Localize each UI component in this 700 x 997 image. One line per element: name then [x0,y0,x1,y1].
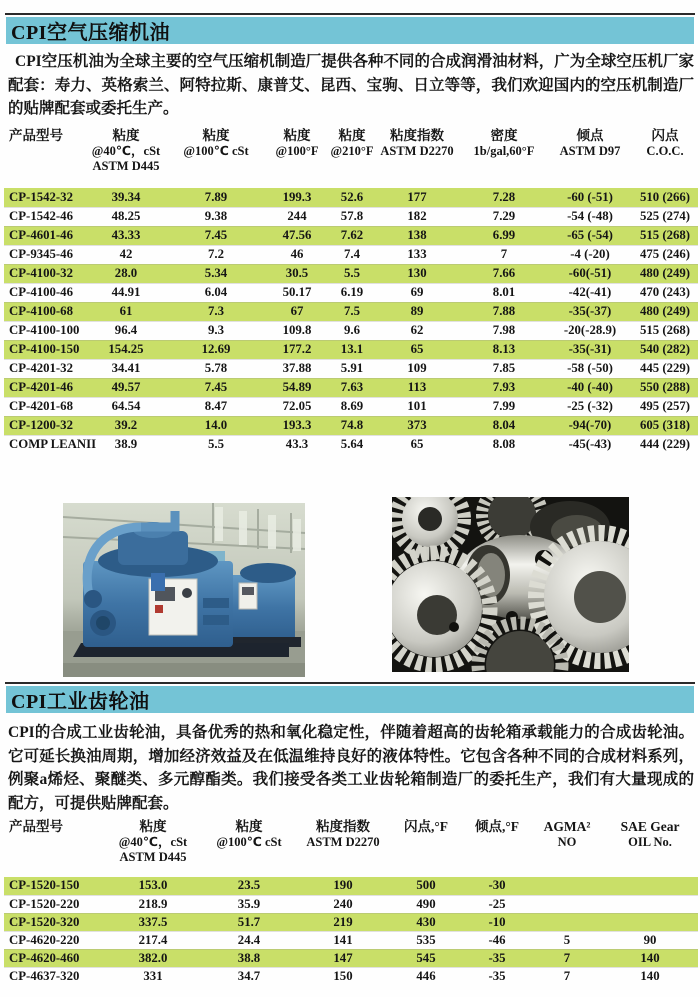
product-model-cell: CP-4601-46 [9,228,73,242]
table-row [4,245,698,264]
column-title: 粘度 [139,819,167,834]
value-cell: 190 [333,878,353,893]
column-header [632,127,698,188]
value-cell: 6.04 [204,285,228,299]
column-header [264,127,330,188]
column-header [4,127,84,188]
section-header-gear-oil [6,686,694,713]
column-subtitle: ASTM D2270 [380,144,454,158]
product-model-cell: CP-4100-150 [9,342,80,356]
value-cell: 52.6 [340,189,364,204]
value-cell: 193.3 [282,418,312,432]
column-title: 粘度指数 [390,128,444,143]
value-cell: 7.29 [492,209,516,223]
value-cell: 382.0 [138,950,168,965]
product-model-cell: CP-1200-32 [9,418,73,432]
value-cell: 54.89 [282,380,312,394]
value-cell: 515 (268) [639,228,691,242]
value-cell: 50.17 [282,285,312,299]
product-model-cell: CP-4100-32 [9,266,73,280]
column-title: 密度 [490,128,518,143]
column-title: 产品型号 [9,819,63,834]
value-cell: 199.3 [282,189,312,204]
value-cell: 5.34 [204,266,228,280]
column-subtitle: @100°F [275,144,319,158]
value-cell: 605 (318) [639,418,691,432]
product-model-cell: CP-4201-68 [9,399,73,413]
table-row [4,302,698,321]
value-cell: 7.2 [208,247,224,261]
table-row [4,264,698,283]
value-cell: -4 (-20) [570,247,610,261]
value-cell: 130 [407,266,427,280]
value-cell: 7 [563,950,571,965]
value-cell: 5.5 [344,266,360,280]
column-header [104,818,202,877]
table-row [4,378,698,397]
value-cell [532,895,602,913]
value-cell: 480 (249) [639,266,691,280]
value-cell: 470 (243) [639,285,691,299]
table-row [4,949,698,967]
value-cell [602,895,698,913]
value-cell: 47.56 [282,228,312,242]
value-cell: 7.85 [492,361,516,375]
value-cell: 9.6 [344,323,360,337]
column-title: 粘度 [202,128,230,143]
value-cell: 7.88 [492,304,516,318]
value-cell: 138 [407,228,427,242]
table-row [4,188,698,207]
product-model-cell: CP-1520-150 [9,878,80,893]
value-cell: 28.0 [114,266,138,280]
column-title: AGMA² [543,819,591,834]
table-row [4,931,698,949]
value-cell: 7.93 [492,380,516,394]
column-title: 粘度 [112,128,140,143]
value-cell: 49.57 [111,380,141,394]
value-cell: 109 [407,361,427,375]
value-cell: 177 [407,189,427,204]
value-cell: 24.4 [237,932,261,947]
product-model-cell: CP-4620-220 [9,932,80,947]
value-cell: 64.54 [111,399,141,413]
column-header [548,127,632,188]
value-cell: 7 [563,968,571,983]
value-cell: 39.2 [114,418,138,432]
column-title: 产品型号 [9,128,63,143]
value-cell: 5 [563,932,571,947]
column-title: 粘度指数 [316,819,370,834]
value-cell: 240 [333,896,353,911]
value-cell: -60(-51) [568,266,612,280]
product-model-cell: CP-1520-220 [9,896,80,911]
product-model-cell: CP-9345-46 [9,247,73,261]
table-row [4,397,698,416]
value-cell: 218.9 [138,896,168,911]
table-row [4,340,698,359]
value-cell: 8.01 [492,285,516,299]
header-row [4,818,698,877]
value-cell: -25 (-32) [567,399,613,413]
column-title: 粘度 [235,819,263,834]
value-cell: 515 (268) [639,323,691,337]
value-cell: 44.91 [111,285,141,299]
table-row [4,226,698,245]
industrial-gears-photo [392,497,629,672]
value-cell: 445 (229) [639,361,691,375]
header-row [4,127,698,188]
column-subtitle: NO [557,835,577,849]
product-model-cell: CP-4637-320 [9,968,80,983]
product-model-cell: CP-1542-32 [9,189,73,204]
value-cell: 13.1 [340,342,364,356]
table-row [4,435,698,454]
value-cell: 65 [410,342,424,356]
column-subtitle: OIL No. [628,835,672,849]
value-cell: -20(-28.9) [563,323,617,337]
value-cell: 525 (274) [639,209,691,223]
value-cell: 147 [333,950,353,965]
column-header [374,127,460,188]
value-cell: 5.78 [204,361,228,375]
section-header-compressor-oil [6,17,694,44]
value-cell: 535 [416,932,436,947]
value-cell: 72.05 [282,399,312,413]
product-model-cell: CP-1542-46 [9,209,73,223]
table-row [4,967,698,985]
column-subtitle: ASTM D445 [119,850,187,864]
column-subtitle: ASTM D445 [92,159,160,173]
value-cell: 69 [410,285,424,299]
table-row [4,416,698,435]
product-model-cell: CP-4100-68 [9,304,73,318]
value-cell: 14.0 [204,418,228,432]
value-cell: 8.04 [492,418,516,432]
product-model-cell: CP-4100-100 [9,323,80,337]
value-cell: 140 [640,968,660,983]
value-cell: 7 [500,247,508,261]
value-cell: 9.3 [208,323,224,337]
value-cell: 6.19 [340,285,364,299]
table-row [4,207,698,226]
value-cell: 9.38 [204,209,228,223]
column-subtitle: 1b/gal,60°F [473,144,535,158]
value-cell: 510 (266) [639,189,691,204]
value-cell: -40 (-40) [567,380,613,394]
value-cell: -30 [488,878,506,893]
compressor-oil-spec-table [4,127,698,454]
table-body [4,188,698,454]
table-row [4,877,698,895]
value-cell: -35 [488,968,506,983]
value-cell: 7.66 [492,266,516,280]
value-cell: 7.4 [344,247,360,261]
column-header [460,127,548,188]
value-cell: 5.5 [208,437,224,452]
table-row [4,283,698,302]
value-cell: 7.89 [204,189,228,204]
value-cell: -45(-43) [568,437,612,452]
value-cell: 141 [333,932,353,947]
value-cell: 7.28 [492,189,516,204]
column-subtitle: ASTM D97 [559,144,621,158]
gear-oil-spec-table [4,818,698,985]
value-cell: 8.69 [340,399,364,413]
value-cell: 430 [416,914,436,929]
product-model-cell: CP-4201-32 [9,361,73,375]
column-title: 闪点 [651,128,679,143]
column-header [84,127,168,188]
value-cell: 5.91 [340,361,364,375]
value-cell [602,913,698,931]
product-model-cell: COMP LEANII [9,437,97,452]
column-subtitle: ASTM D2270 [306,835,380,849]
value-cell: 8.13 [492,342,516,356]
value-cell: 444 (229) [639,437,691,452]
value-cell: 42 [119,247,133,261]
value-cell: 96.4 [114,323,138,337]
value-cell: 7.5 [344,304,360,318]
table-row [4,913,698,931]
value-cell: 244 [287,209,307,223]
value-cell: 74.8 [340,418,364,432]
value-cell: 500 [416,878,436,893]
column-title: 倾点,°F [474,819,520,834]
product-model-cell: CP-4100-46 [9,285,73,299]
value-cell: 61 [119,304,133,318]
value-cell: -35(-37) [568,304,612,318]
value-cell: 12.69 [201,342,231,356]
value-cell: -25 [488,896,506,911]
section-title: CPI空气压缩机油 [11,22,170,44]
gear-intro-paragraph: CPI的合成工业齿轮油，具备优秀的热和氧化稳定性，伴随着超高的齿轮箱承载能力的合成齿轮油。它可延长换油周期，增加经济效益及在低温维持良好的液体特性。它包含各种不同的合成材料系列，例聚a烯烃、聚醚类、多元醇酯类。我们接受各类工业齿轮箱制造厂的委托生产，我们有大量现成的配方，可提供贴牌配套。 [8,724,694,812]
value-cell: 7.3 [208,304,224,318]
value-cell: 150 [333,968,353,983]
value-cell: 446 [416,968,436,983]
section-title: CPI工业齿轮油 [11,691,150,713]
value-cell: -10 [488,914,506,929]
column-title: 粘度 [338,128,366,143]
value-cell: -54 (-48) [567,209,613,223]
value-cell: -58 (-50) [567,361,613,375]
value-cell: 46 [290,247,304,261]
value-cell: 140 [640,950,660,965]
value-cell: 337.5 [138,914,168,929]
column-header [330,127,374,188]
value-cell: 7.45 [204,380,228,394]
value-cell: 38.8 [237,950,261,965]
value-cell: 540 (282) [639,342,691,356]
value-cell: 545 [416,950,436,965]
column-title: 粘度 [283,128,311,143]
value-cell: 219 [333,914,353,929]
column-header [390,818,462,877]
value-cell: -42(-41) [568,285,612,299]
value-cell: 7.62 [340,228,364,242]
value-cell: 43.3 [285,437,309,452]
value-cell: 51.7 [237,914,261,929]
value-cell: 57.8 [340,209,364,223]
column-header [168,127,264,188]
value-cell: 89 [410,304,424,318]
product-model-cell: CP-1520-320 [9,914,80,929]
value-cell: 495 (257) [639,399,691,413]
value-cell: 182 [407,209,427,223]
value-cell: -94(-70) [568,418,612,432]
value-cell: -60 (-51) [567,189,613,204]
divider-line [5,682,695,684]
column-subtitle: @40℃，cSt [118,835,188,849]
value-cell: 7.63 [340,380,364,394]
product-model-cell: CP-4201-46 [9,380,73,394]
value-cell: 6.99 [492,228,516,242]
value-cell: 373 [407,418,427,432]
value-cell: 7.98 [492,323,516,337]
value-cell: 35.9 [237,896,261,911]
value-cell: 67 [290,304,304,318]
value-cell: 480 (249) [639,304,691,318]
value-cell: 101 [407,399,427,413]
value-cell: 30.5 [285,266,309,280]
column-header [532,818,602,877]
value-cell: 113 [407,380,427,394]
table-header [4,818,698,877]
value-cell [532,913,602,931]
value-cell: 133 [407,247,427,261]
value-cell: 490 [416,896,436,911]
value-cell: 153.0 [138,878,168,893]
value-cell: -35 [488,950,506,965]
air-compressor-machines-photo [63,503,305,677]
value-cell: 62 [410,323,424,337]
value-cell: 109.8 [282,323,312,337]
product-model-cell: CP-4620-460 [9,950,80,965]
value-cell: 37.88 [282,361,312,375]
value-cell: 177.2 [282,342,312,356]
value-cell: -65 (-54) [567,228,613,242]
value-cell: 8.47 [204,399,228,413]
column-header [4,818,104,877]
column-header [296,818,390,877]
column-subtitle: @210°F [330,144,374,158]
divider-line [5,13,695,15]
value-cell: 34.7 [237,968,261,983]
value-cell: 39.34 [111,189,141,204]
value-cell: 217.4 [138,932,168,947]
value-cell: 7.99 [492,399,516,413]
value-cell: -46 [488,932,506,947]
value-cell: -35(-31) [568,342,612,356]
column-header [202,818,296,877]
column-subtitle: C.O.C. [646,144,684,158]
value-cell [602,877,698,895]
value-cell: 34.41 [111,361,141,375]
value-cell: 8.08 [492,437,516,452]
compressor-intro-paragraph: CPI空压机油为全球主要的空气压缩机制造厂提供各种不同的合成润滑油材料，广为全球空压机厂家配套：寿力、英格索兰、阿特拉斯、康普艾、昆西、宝驹、日立等等，我们欢迎国内的空压机制造厂的贴牌配套或委托生产。 [8,53,694,117]
column-subtitle: @100℃ cSt [183,144,249,158]
table-row [4,359,698,378]
column-subtitle: @40℃，cSt [91,144,161,158]
table-header [4,127,698,188]
column-subtitle: @100℃ cSt [216,835,282,849]
column-title: SAE Gear [620,819,680,834]
column-title: 闪点,°F [403,819,449,834]
table-row [4,321,698,340]
table-body [4,877,698,985]
value-cell: 43.33 [111,228,141,242]
value-cell: 475 (246) [639,247,691,261]
value-cell: 38.9 [114,437,138,452]
value-cell: 90 [643,932,657,947]
table-row [4,895,698,913]
column-header [602,818,698,877]
value-cell: 154.25 [108,342,144,356]
value-cell: 7.45 [204,228,228,242]
value-cell: 331 [143,968,163,983]
value-cell: 550 (288) [639,380,691,394]
value-cell [532,877,602,895]
column-header [462,818,532,877]
column-title: 倾点 [576,128,604,143]
value-cell: 23.5 [237,878,261,893]
value-cell: 65 [410,437,424,452]
value-cell: 5.64 [340,437,364,452]
value-cell: 48.25 [111,209,141,223]
